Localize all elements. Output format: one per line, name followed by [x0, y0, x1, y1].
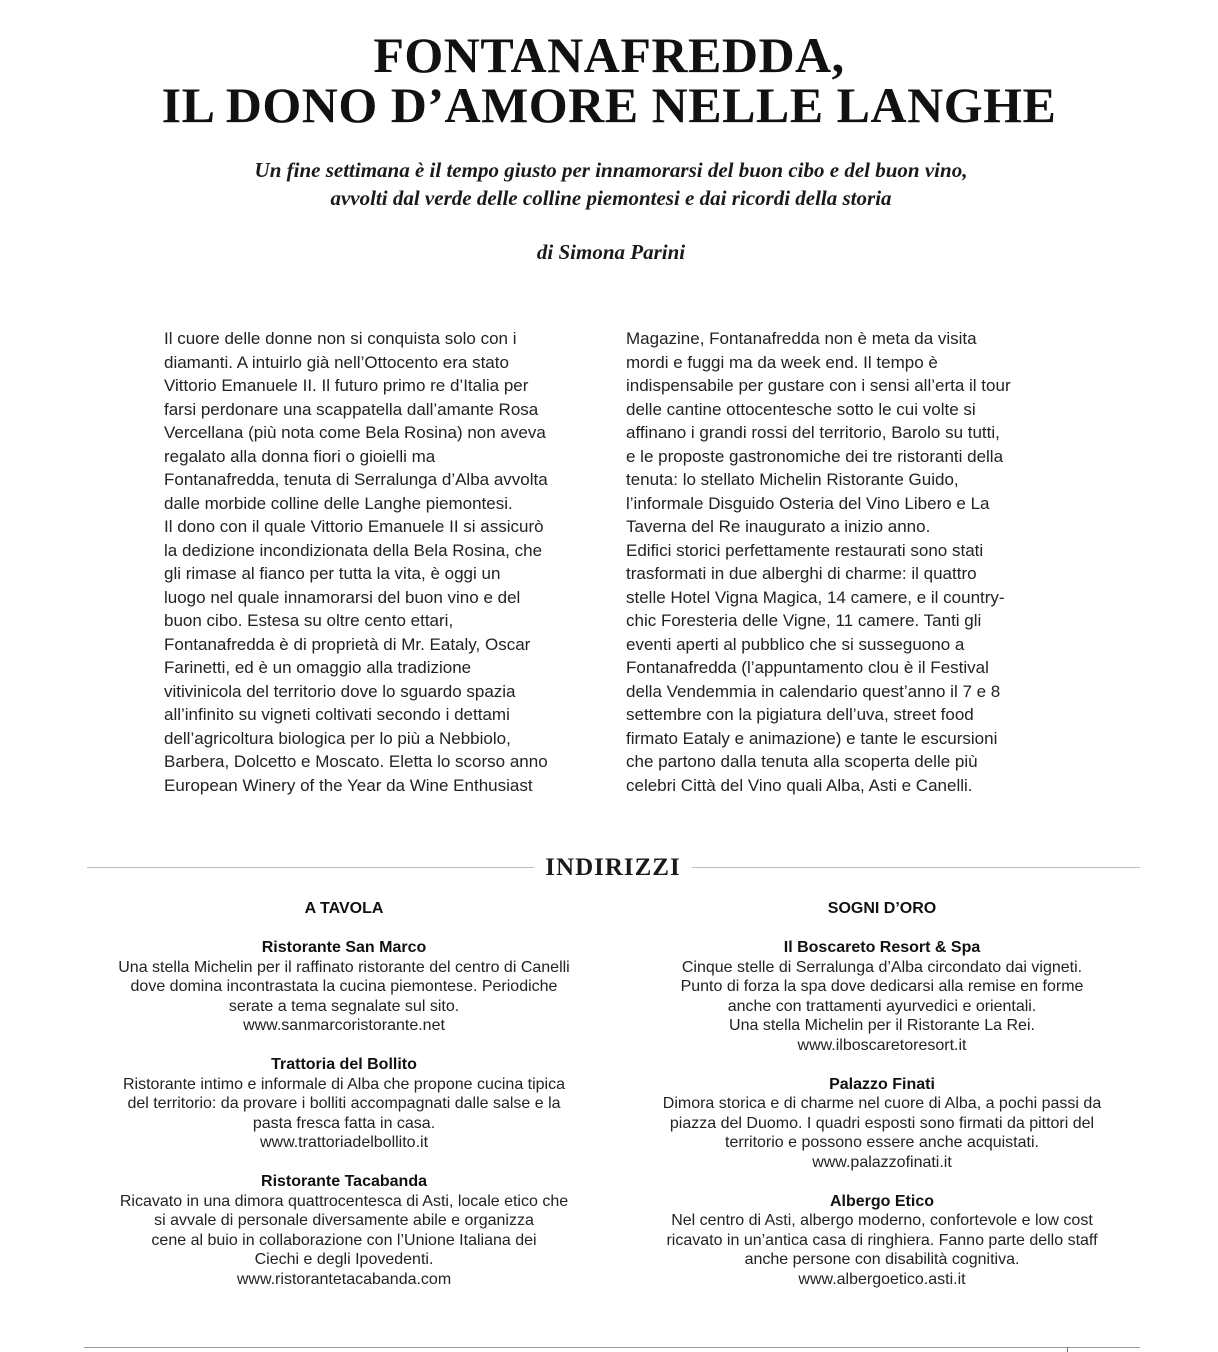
- article-line: l’informale Disguido Osteria del Vino Libero e La: [626, 493, 990, 513]
- article-line: settembre con la pigiatura dell’uva, street food: [626, 705, 974, 724]
- entry-description-line: cene al buio in collaborazione con l’Unione Italiana dei: [151, 1231, 537, 1249]
- article-line: stelle Hotel Vigna Magica, 14 camere, e il country-: [626, 587, 1005, 607]
- article-line: delle cantine ottocentesche sotto le cui volte si: [626, 399, 976, 419]
- entry-description-line: anche con trattamenti ayurvedici e orientali.: [727, 997, 1037, 1015]
- entry-description-line: piazza del Duomo. I quadri esposti sono firmati da pittori del: [669, 1114, 1095, 1132]
- entry-website: www.albergoetico.asti.it: [798, 1270, 966, 1288]
- article-line: Barbera, Dolcetto e Moscato. Eletta lo scorso anno: [164, 752, 548, 771]
- article-line: Il cuore delle donne non si conquista solo con i: [164, 329, 517, 348]
- entry-name: Palazzo Finati: [829, 1075, 935, 1093]
- article-line: trasformati in due alberghi di charme: il quattro: [626, 564, 977, 583]
- directory-entry: [87, 1172, 601, 1290]
- article-line: Taverna del Re inaugurato a inizio anno.: [626, 517, 931, 536]
- entry-website: www.ristorantetacabanda.com: [236, 1270, 452, 1288]
- entry-description-line: anche persone con disabilità cognitiva.: [744, 1251, 1020, 1269]
- article-line: mordi e fuggi ma da week end. Il tempo è: [626, 352, 938, 372]
- article-line: chic Foresteria delle Vigne, 11 camere. Tanti gli: [626, 611, 982, 630]
- article-line: Vercellana (più nota come Bela Rosina) non aveva: [164, 423, 546, 442]
- entry-description-line: Dimora storica e di charme nel cuore di Alba, a pochi passi da: [662, 1095, 1102, 1113]
- directory-heading: SOGNI D’ORO: [827, 900, 937, 917]
- article-line: luogo nel quale innamorarsi del buon vino e del: [164, 587, 521, 607]
- subtitle-line-1: Un fine settimana è il tempo giusto per innamorarsi del buon cibo e del buon vino,: [254, 158, 968, 182]
- entry-description-line: Una stella Michelin per il raffinato ristorante del centro di Canelli: [118, 958, 570, 976]
- entry-description-line: ricavato in un’antica casa di ringhiera. Fanno parte dello staff: [666, 1231, 1098, 1249]
- article-line: all’infinito su vigneti coltivati secondo i dettami: [164, 705, 510, 724]
- article-line: firmato Eataly e animazione) e tante le escursioni: [626, 728, 998, 748]
- article-line: Vittorio Emanuele II. Il futuro primo re d’Italia per: [164, 376, 529, 395]
- article-line: diamanti. A intuirlo già nell’Ottocento era stato: [164, 352, 509, 372]
- entry-name: Ristorante Tacabanda: [261, 1172, 427, 1190]
- article-line: vitivinicola del territorio dove lo sguardo spazia: [164, 681, 516, 701]
- article-line: European Winery of the Year da Wine Enthusiast: [164, 775, 533, 795]
- article-line: gli rimase al fianco per tutta la vita, è oggi un: [164, 564, 501, 583]
- article-line: indispensabile per gustare con i sensi all’erta il tour: [626, 376, 1011, 395]
- article-line: e le proposte gastronomiche dei tre ristoranti della: [626, 446, 1004, 466]
- article-line: tenuta: lo stellato Michelin Ristorante Guido,: [626, 470, 959, 489]
- entry-website: www.trattoriadelbollito.it: [259, 1134, 429, 1152]
- article-title: [0, 27, 1218, 133]
- entry-name: Trattoria del Bollito: [271, 1055, 417, 1073]
- title-line-1: FONTANAFREDDA,: [373, 27, 845, 83]
- footer-rule: [84, 1347, 1140, 1348]
- article-column-left: [164, 327, 604, 797]
- entry-website: www.ilboscaretoresort.it: [797, 1036, 967, 1054]
- entry-description-line: dove domina incontrastata la cucina piemontese. Periodiche: [130, 978, 558, 996]
- entry-description-line: territorio e possono essere anche acquistati.: [725, 1134, 1039, 1152]
- entry-description-line: del territorio: da provare i bolliti accompagnati dalle salse e la: [127, 1095, 561, 1113]
- article-line: Magazine, Fontanafredda non è meta da visita: [626, 329, 977, 348]
- entry-description-line: Cinque stelle di Serralunga d’Alba circondato dai vigneti.: [681, 958, 1083, 976]
- article-line: Farinetti, ed è un omaggio alla tradizione: [164, 658, 472, 677]
- entry-description-line: Ciechi e degli Ipovedenti.: [254, 1251, 434, 1269]
- entry-description-line: Ristorante intimo e informale di Alba che propone cucina tipica: [122, 1075, 566, 1093]
- directory-entry: [87, 1055, 601, 1153]
- article-line: farsi perdonare una scappatella dall’amante Rosa: [164, 399, 539, 419]
- article-line: celebri Città del Vino quali Alba, Asti e Canelli.: [626, 775, 973, 795]
- entry-description-line: si avvale di personale diversamente abile e organizza: [154, 1212, 534, 1230]
- article-line: che partono dalla tenuta alla scoperta delle più: [626, 752, 978, 771]
- article-line: Il dono con il quale Vittorio Emanuele II si assicurò: [164, 517, 544, 536]
- section-divider-left: [87, 867, 534, 868]
- entry-description-line: Nel centro di Asti, albergo moderno, confortevole e low cost: [671, 1212, 1093, 1230]
- entry-name: Ristorante San Marco: [261, 939, 427, 956]
- directory-entry: [625, 1075, 1139, 1173]
- directory-column-a-tavola: [87, 898, 601, 1309]
- entry-website: www.palazzofinati.it: [812, 1153, 952, 1171]
- subtitle-line-2: avvolti dal verde delle colline piemontesi e dai ricordi della storia: [330, 186, 892, 210]
- article-line: dell’agricoltura biologica per lo più a Nebbiolo,: [164, 728, 511, 748]
- article-line: buon cibo. Estesa su oltre cento ettari,: [164, 611, 454, 630]
- article-line: Edifici storici perfettamente restaurati sono stati: [626, 540, 984, 560]
- section-divider-right: [692, 867, 1140, 868]
- entry-description-line: Una stella Michelin per il Ristorante La Rei.: [729, 1017, 1035, 1035]
- article-line: Fontanafredda, tenuta di Serralunga d’Alba avvolta: [164, 470, 548, 489]
- directory-entry: [625, 938, 1139, 1056]
- article-subtitle: [0, 156, 1218, 212]
- article-line: regalato alla donna fiori o gioielli ma: [164, 446, 436, 466]
- directory-entry: [87, 938, 601, 1036]
- entry-description-line: Ricavato in una dimora quattrocentesca di Asti, locale etico che: [119, 1192, 569, 1210]
- directory-column-sogni-doro: [625, 898, 1139, 1309]
- article-line: Fontanafredda è di proprietà di Mr. Eataly, Oscar: [164, 634, 531, 654]
- entry-description-line: serate a tema segnalate sul sito.: [228, 997, 460, 1015]
- footer-tick: [1067, 1347, 1068, 1352]
- article-line: dalle morbide colline delle Langhe piemontesi.: [164, 493, 513, 513]
- article-line: la dedizione incondizionata della Bela Rosina, che: [164, 540, 543, 560]
- directory-heading: A TAVOLA: [304, 900, 384, 917]
- entry-description-line: Punto di forza la spa dove dedicarsi alla remise en forme: [680, 978, 1084, 996]
- entry-name: Albergo Etico: [829, 1192, 934, 1210]
- section-title-indirizzi: INDIRIZZI: [545, 854, 681, 881]
- byline: di Simona Parini: [536, 240, 686, 264]
- entry-website: www.sanmarcoristorante.net: [243, 1017, 445, 1035]
- article-line: Fontanafredda (l’appuntamento clou è il Festival: [626, 658, 989, 677]
- entry-name: Il Boscareto Resort & Spa: [783, 939, 981, 956]
- article-column-right: [626, 327, 1066, 797]
- title-line-2: IL DONO D’AMORE NELLE LANGHE: [161, 77, 1057, 133]
- entry-description-line: pasta fresca fatta in casa.: [252, 1114, 436, 1132]
- article-line: affinano i grandi rossi del territorio, Barolo su tutti,: [626, 423, 1000, 442]
- article-line: della Vendemmia in calendario quest’anno il 7 e 8: [626, 681, 1001, 701]
- article-line: eventi aperti al pubblico che si susseguono a: [626, 634, 965, 654]
- directory-entry: [625, 1192, 1139, 1290]
